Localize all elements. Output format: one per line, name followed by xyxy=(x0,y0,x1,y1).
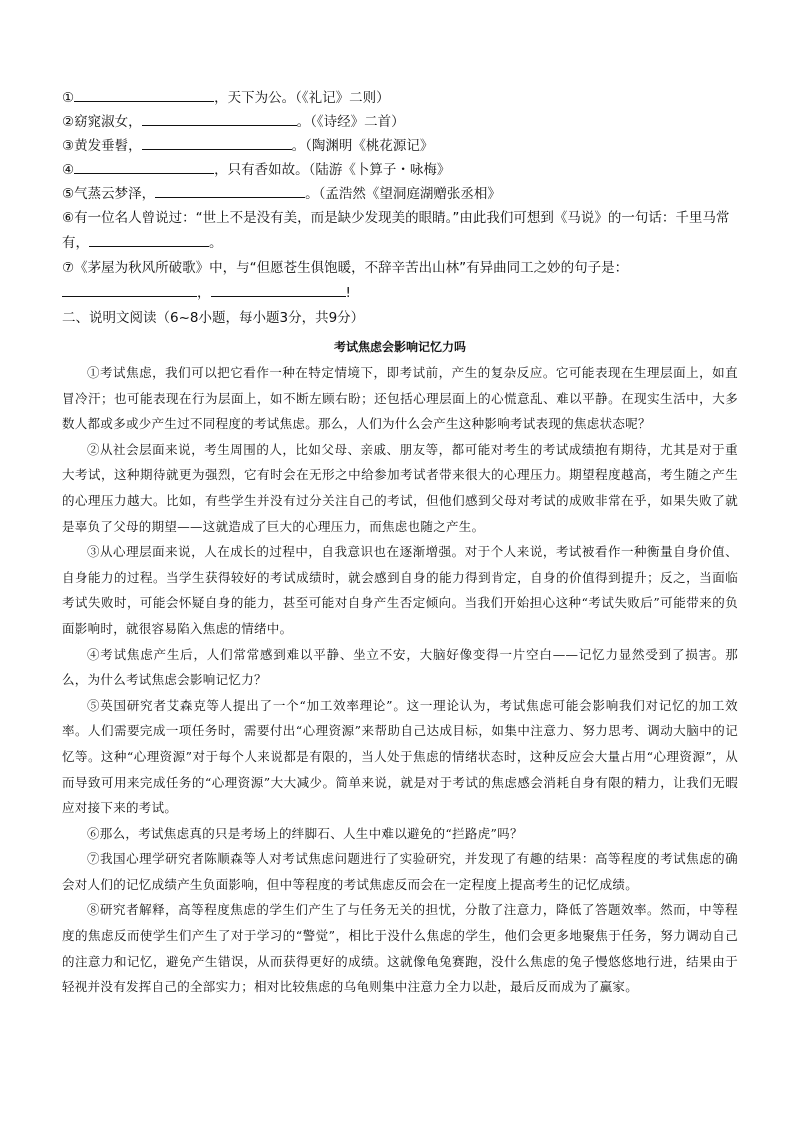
article-paragraph-5: ⑤英国研究者艾森克等人提出了一个“加工效率理论”。这一理论认为，考试焦虑可能会影响我们对记忆的加工效率。人们需要完成一项任务时，需要付出“心理资源”来帮助自己达成目标，如集中注意力、努力思考、调动大脑中的记忆等。这种“心理资源”对于每个人来说都是有限的，当人处于焦虑的情绪状态时，这种反应会大量占用“心理资源”，从而导致可用来完成任务的“心理资源”大大减少。简单来说，就是对于考试的焦虑感会消耗自身有限的精力，让我们无暇应对接下来的考试。 xyxy=(62,697,738,816)
section-heading: 二、说明文阅读（6~8小题，每小题3分，共9分） xyxy=(62,310,365,326)
answer-blank-6[interactable] xyxy=(89,231,209,247)
fill-blank-4: ④ ，只有香如故。（陆游《卜算子・咏梅》 xyxy=(62,158,738,182)
article-paragraph-1: ①考试焦虑，我们可以把它看作一种在特定情境下，即考试前，产生的复杂反应。它可能表现在生理层面上，如直冒冷汗；也可能表现在行为层面上，如不断左顾右盼；还包括心理层面上的心慌意乱、难以平静。在现实生活中，大多数人都或多或少产生过不同程度的考试焦虑。那么，人们为什么会产生这种影响考试表现的焦虑状态呢？ xyxy=(62,365,738,432)
article-paragraph-6: ⑥那么，考试焦虑真的只是考场上的绊脚石、人生中难以避免的“拦路虎”吗？ xyxy=(87,825,523,841)
answer-blank-2[interactable] xyxy=(142,110,297,126)
article-title: 考试焦虑会影响记忆力吗 xyxy=(333,340,466,354)
answer-blank-4[interactable] xyxy=(74,158,214,174)
answer-blank-3[interactable] xyxy=(142,134,292,150)
fill-blank-1: ① ，天下为公。（《礼记》二则） xyxy=(62,86,738,110)
exam-page xyxy=(62,86,738,1000)
fill-blank-2: ②窈窕淑女， 。（《诗经》二首） xyxy=(62,110,738,134)
article-paragraph-8: ⑧研究者解释，高等程度焦虑的学生们产生了与任务无关的担忧，分散了注意力，降低了答题效率。然而，中等程度的焦虑反而使学生们产生了对于学习的“警觉”，相比于没什么焦虑的学生，他们会更多地聚焦于任务，努力调动自己的注意力和记忆，避免产生错误，从而获得更好的成绩。这就像龟兔赛跑，没什么焦虑的兔子慢悠悠地行进，结果由于轻视并没有发挥自己的全部实力；相对比较焦虑的乌龟则集中注意力全力以赴，最后反而成为了赢家。 xyxy=(62,902,738,995)
article-paragraph-3: ③从心理层面来说，人在成长的过程中，自我意识也在逐渐增强。对于个人来说，考试被看作一种衡量自身价值、自身能力的过程。当学生获得较好的考试成绩时，就会感到自身的能力得到肯定，自身的价值得到提升；反之，当面临考试失败时，可能会怀疑自身的能力，甚至可能对自身产生否定倾向。当我们开始担心这种“考试失败后”可能带来的负面影响时，就很容易陷入焦虑的情绪中。 xyxy=(62,544,738,636)
article-paragraph-4: ④考试焦虑产生后，人们常常感到难以平静、坐立不安，大脑好像变得一片空白——记忆力显然受到了损害。那么，为什么考试焦虑会影响记忆力？ xyxy=(62,646,738,688)
fill-blank-6: ⑥有一位名人曾说过：“世上不是没有美，而是缺少发现美的眼睛。”由此我们可想到《马说》的一句话：千里马常有， 。 xyxy=(62,210,730,251)
fill-blank-7: ⑦《茅屋为秋风所破歌》中，与“但愿苍生俱饱暖，不辞辛苦出山林”有异曲同工之妙的句子是： ， ! xyxy=(62,260,629,301)
article-paragraph-2: ②从社会层面来说，考生周围的人，比如父母、亲戚、朋友等，都可能对考生的考试成绩抱有期待，尤其是对于重大考试，这种期待就更为强烈，它有时会在无形之中给参加考试者带来很大的心理压力。期望程度越高，考生随之产生的心理压力越大。比如，有些学生并没有过分关注自己的考试，但他们感到父母对考试的成败非常在乎，如果失败了就是辜负了父母的期望——这就造成了巨大的心理压力，而焦虑也随之产生。 xyxy=(62,441,738,534)
answer-blank-7a[interactable] xyxy=(62,281,197,297)
fill-blank-5: ⑤气蒸云梦泽， 。（孟浩然《望洞庭湖赠张丞相》 xyxy=(62,182,738,206)
article-paragraph-7: ⑦我国心理学研究者陈顺森等人对考试焦虑问题进行了实验研究，并发现了有趣的结果：高等程度的考试焦虑的确会对人们的记忆成绩产生负面影响，但中等程度的考试焦虑反而会在一定程度上提高考生的记忆成绩。 xyxy=(62,851,738,892)
answer-blank-5[interactable] xyxy=(155,182,305,198)
answer-blank-7b[interactable] xyxy=(211,281,346,297)
answer-blank-1[interactable] xyxy=(74,86,214,102)
fill-blank-3: ③黄发垂髫， 。（陶渊明《桃花源记》 xyxy=(62,134,738,158)
